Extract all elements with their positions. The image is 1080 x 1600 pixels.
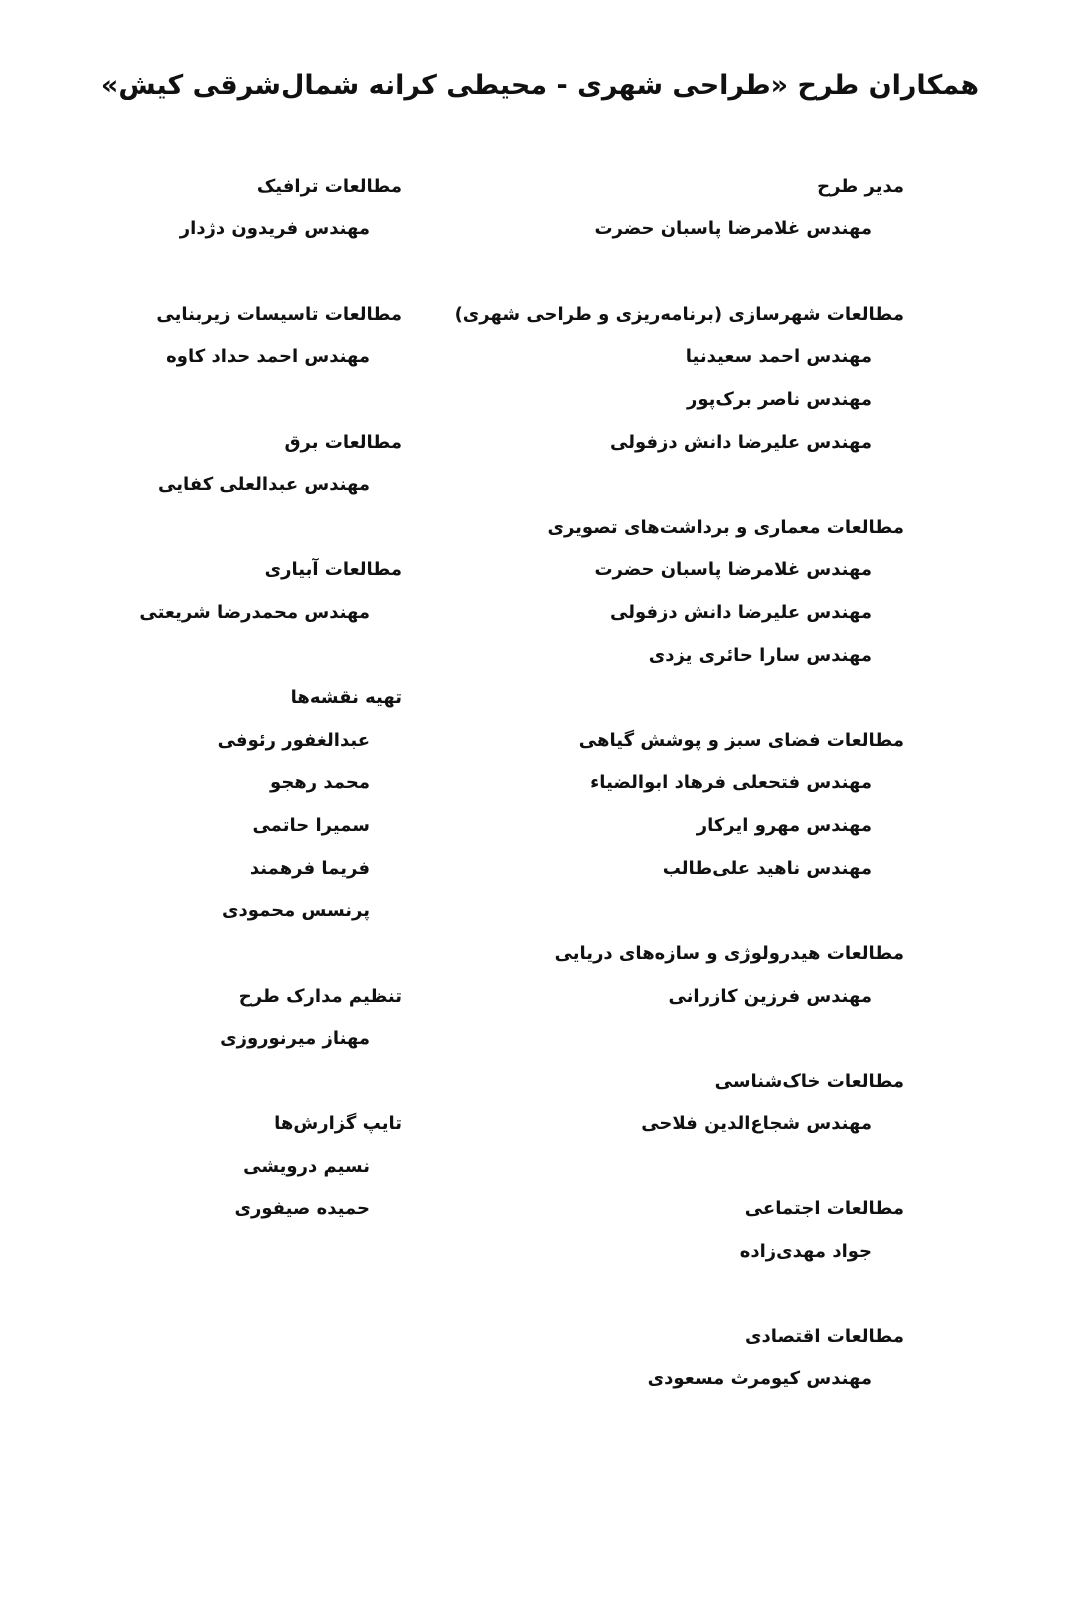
left-section-member-name: حمیده صیفوری — [234, 1198, 370, 1219]
left-section-member-name: عبدالغفور رئوفی — [217, 730, 370, 751]
left-section-heading: مطالعات برق — [284, 432, 402, 453]
right-section-member-name: مهندس فتحعلی فرهاد ابوالضیاء — [590, 772, 872, 793]
right-section-member-name: مهندس فرزین کازرانی — [668, 986, 872, 1007]
left-section-member-name: فریما فرهمند — [249, 858, 370, 879]
left-section-heading: مطالعات تاسیسات زیربنایی — [156, 304, 402, 325]
right-section-heading: مطالعات اقتصادی — [744, 1326, 904, 1347]
right-section-member-name: مهندس سارا حائری یزدی — [648, 645, 872, 666]
left-section-member-name: سمیرا حاتمی — [252, 815, 370, 836]
page-title: همکاران طرح «طراحی شهری - محیطی کرانه شمال‌شرقی کیش» — [100, 70, 980, 101]
left-section-heading: تنظیم مدارک طرح — [238, 986, 402, 1007]
right-section-heading: مطالعات معماری و برداشت‌های تصویری — [547, 517, 904, 538]
right-section-member-name: مهندس مهرو ایرکار — [696, 815, 872, 836]
right-section-heading: مطالعات خاک‌شناسی — [714, 1071, 904, 1092]
left-section-member-name: محمد رهجو — [270, 772, 370, 793]
left-section-heading: مطالعات ترافیک — [256, 176, 402, 197]
right-section-member-name: مهندس غلامرضا پاسبان حضرت — [594, 559, 872, 580]
left-section-member-name: پرنسس محمودی — [222, 900, 370, 921]
left-section-member-name: مهندس محمدرضا شریعتی — [139, 602, 370, 623]
right-section-heading: مطالعات شهرسازی (برنامه‌ریزی و طراحی شهری) — [454, 304, 904, 325]
right-section-heading: مطالعات فضای سبز و پوشش گیاهی — [578, 730, 904, 751]
right-section-member-name: مهندس ناهید علی‌طالب — [662, 858, 872, 879]
right-section-heading: مطالعات اجتماعی — [744, 1198, 904, 1219]
right-section-member-name: مهندس علیرضا دانش دزفولی — [609, 432, 872, 453]
left-section-member-name: مهندس عبدالعلی کفایی — [158, 474, 370, 495]
left-section-member-name: مهندس فریدون دژدار — [179, 218, 370, 239]
right-section-member-name: مهندس علیرضا دانش دزفولی — [609, 602, 872, 623]
right-section-member-name: مهندس شجاع‌الدین فلاحی — [641, 1113, 872, 1134]
right-section-member-name: مهندس احمد سعیدنیا — [685, 346, 872, 367]
left-section-heading: تهیه نقشه‌ها — [290, 687, 402, 708]
left-section-member-name: مهندس احمد حداد کاوه — [166, 346, 370, 367]
right-section-member-name: مهندس کیومرث مسعودی — [647, 1368, 872, 1389]
left-section-member-name: مهناز میرنوروزی — [220, 1028, 370, 1049]
left-section-member-name: نسیم درویشی — [243, 1156, 370, 1177]
left-section-heading: مطالعات آبیاری — [264, 559, 402, 580]
right-section-member-name: مهندس ناصر برک‌پور — [686, 389, 872, 410]
left-section-heading: تایپ گزارش‌ها — [274, 1113, 402, 1134]
right-section-member-name: جواد مهدی‌زاده — [739, 1241, 872, 1262]
right-section-member-name: مهندس غلامرضا پاسبان حضرت — [594, 218, 872, 239]
right-section-heading: مدیر طرح — [817, 176, 904, 197]
right-section-heading: مطالعات هیدرولوژی و سازه‌های دریایی — [554, 943, 904, 964]
